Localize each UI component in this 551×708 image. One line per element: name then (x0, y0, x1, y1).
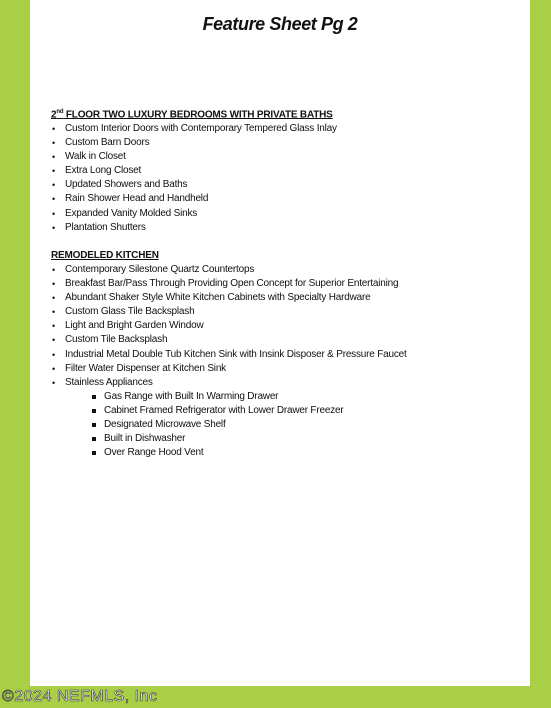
appliance-sublist (90, 390, 344, 460)
list-item: • Stainless Appliances (51, 376, 407, 390)
list-item: • Plantation Shutters (51, 221, 337, 235)
sub-list-item: Gas Range with Built In Warming Drawer (90, 390, 344, 404)
bullet: • (52, 293, 55, 304)
bullet: • (52, 138, 55, 149)
sub-list-item: Designated Microwave Shelf (90, 418, 344, 432)
floor-section-heading (51, 109, 333, 120)
square-bullet-icon (92, 437, 96, 441)
list-item: • Extra Long Closet (51, 164, 337, 178)
bullet: • (52, 265, 55, 275)
heading-ordinal: nd (56, 109, 64, 115)
bullet: • (52, 321, 55, 332)
list-item: • Industrial Metal Double Tub Kitchen Sink with Insink Disposer & Pressure Faucet (51, 348, 407, 362)
bullet: • (52, 279, 55, 290)
sub-list-item: Built in Dishwasher (90, 432, 344, 446)
list-item: • Contemporary Silestone Quartz Countertops (51, 263, 407, 277)
bullet: • (52, 349, 55, 360)
sub-list-item: Cabinet Framed Refrigerator with Lower Drawer Freezer (90, 404, 344, 418)
list-item: • Custom Interior Doors with Contemporary Tempered Glass Inlay (51, 122, 337, 136)
list-item: • Custom Tile Backsplash (51, 333, 407, 347)
bullet: • (52, 307, 55, 318)
bullet: • (52, 208, 55, 219)
floor-feature-list (51, 122, 337, 235)
square-bullet-icon (92, 423, 96, 427)
bullet: • (52, 194, 55, 205)
list-item: • Custom Glass Tile Backsplash (51, 305, 407, 319)
bullet: • (52, 152, 55, 163)
list-item: • Walk in Closet (51, 150, 337, 164)
heading-number: 2 (51, 109, 57, 121)
bullet: • (52, 124, 55, 134)
list-item: • Expanded Vanity Molded Sinks (51, 207, 337, 221)
square-bullet-icon (92, 451, 96, 455)
square-bullet-icon (92, 409, 96, 413)
kitchen-feature-list (51, 263, 407, 390)
list-item: • Updated Showers and Baths (51, 178, 337, 192)
list-item: • Abundant Shaker Style White Kitchen Cabinets with Specialty Hardware (51, 291, 407, 305)
list-item: • Light and Bright Garden Window (51, 319, 407, 333)
list-item: • Custom Barn Doors (51, 136, 337, 150)
page-title: Feature Sheet Pg 2 (202, 14, 358, 34)
kitchen-section-heading: REMODELED KITCHEN (51, 250, 159, 261)
list-item: • Filter Water Dispenser at Kitchen Sink (51, 362, 407, 376)
list-item: • Rain Shower Head and Handheld (51, 192, 337, 206)
copyright-watermark: ©2024 NEFMLS, Inc (2, 688, 158, 705)
bullet: • (52, 180, 55, 191)
bullet: • (52, 335, 55, 346)
heading-text: FLOOR TWO LUXURY BEDROOMS WITH PRIVATE BATHS (63, 109, 333, 121)
bullet: • (52, 166, 55, 177)
bullet: • (52, 363, 55, 374)
square-bullet-icon (92, 395, 96, 399)
feature-sheet-page (30, 0, 530, 686)
list-item: • Breakfast Bar/Pass Through Providing Open Concept for Superior Entertaining (51, 277, 407, 291)
sub-list-item: Over Range Hood Vent (90, 446, 344, 460)
bullet: • (52, 222, 55, 233)
bullet: • (52, 377, 55, 388)
